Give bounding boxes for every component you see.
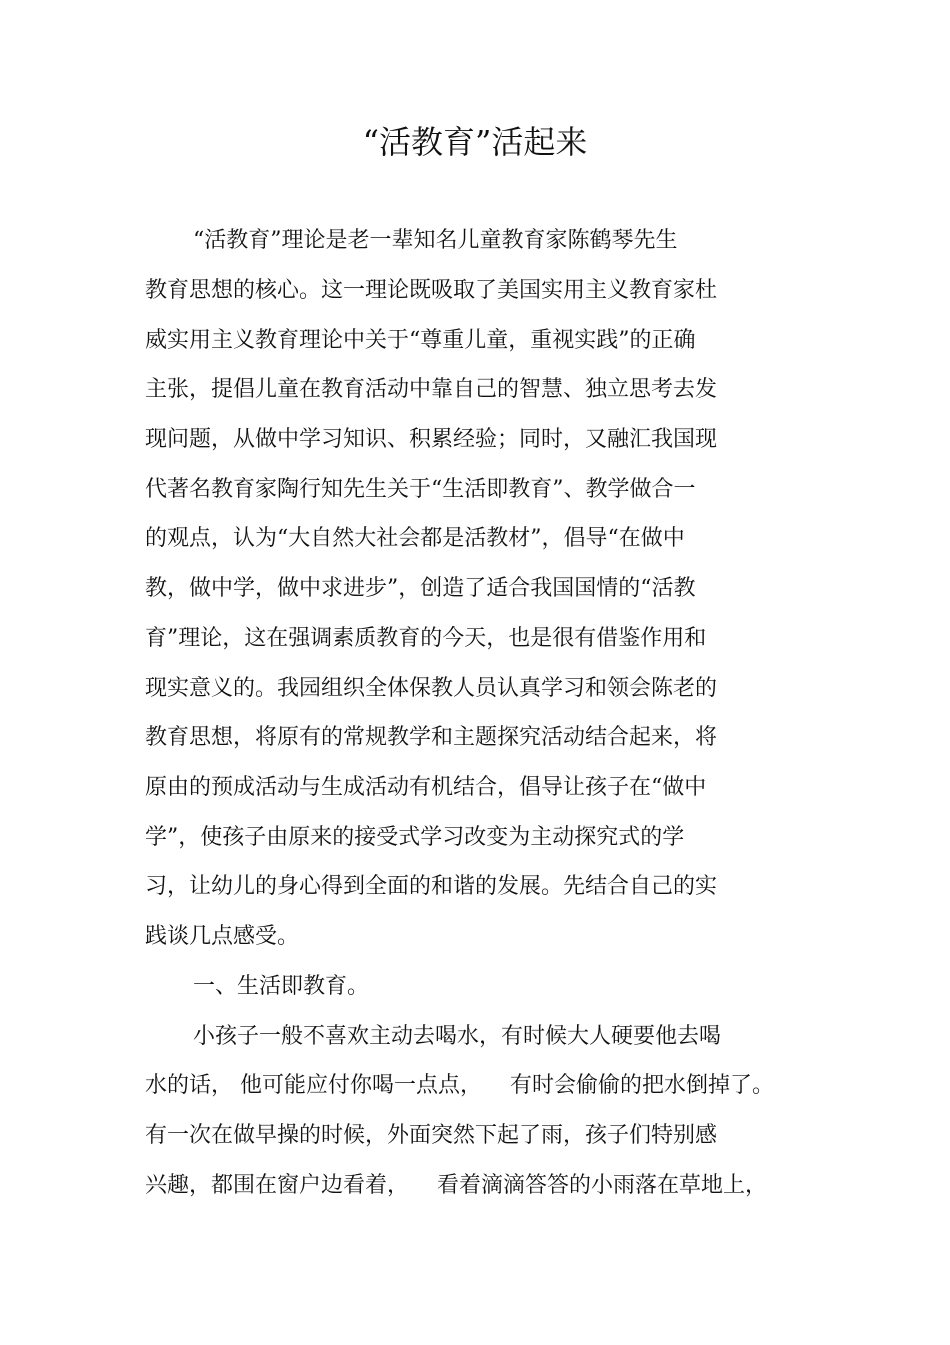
paragraph-line: 小孩子一般不喜欢主动去喝水，有时候大人硬要他去喝 bbox=[193, 1024, 722, 1049]
paragraph-line: 威实用主义教育理论中关于“尊重儿童，重视实践”的正确 bbox=[145, 328, 696, 353]
paragraph-line: 原由的预成活动与生成活动有机结合，倡导让孩子在“做中 bbox=[145, 775, 707, 800]
paragraph-line: 教育思想的核心。这一理论既吸取了美国实用主义教育家杜 bbox=[145, 278, 718, 303]
document-title: “活教育”活起来 bbox=[362, 123, 588, 161]
paragraph-line: “活教育”理论是老一辈知名儿童教育家陈鹤琴先生 bbox=[193, 228, 678, 253]
paragraph-line: 的观点，认为“大自然大社会都是活教材”，倡导“在做中 bbox=[145, 526, 685, 551]
paragraph-line: 有一次在做早操的时候，外面突然下起了雨，孩子们特别感 bbox=[145, 1123, 718, 1148]
paragraph-line: 教，做中学，做中求进步”，创造了适合我国国情的“活教 bbox=[145, 576, 696, 601]
paragraph-line: 主张，提倡儿童在教育活动中靠自己的智慧、独立思考去发 bbox=[145, 377, 718, 402]
paragraph-line: 代著名教育家陶行知先生关于“生活即教育”、教学做合一 bbox=[145, 477, 696, 502]
paragraph-line: 兴趣，都围在窗户边看着， 看着滴滴答答的小雨落在草地上， bbox=[145, 1173, 767, 1198]
paragraph-line: 水的话， 他可能应付你喝一点点， 有时会偷偷的把水倒掉了。 bbox=[145, 1073, 774, 1098]
paragraph-line: 教育思想，将原有的常规教学和主题探究活动结合起来，将 bbox=[145, 725, 718, 750]
paragraph-line: 学”，使孩子由原来的接受式学习改变为主动探究式的学 bbox=[145, 825, 685, 850]
paragraph-line: 习，让幼儿的身心得到全面的和谐的发展。先结合自己的实 bbox=[145, 874, 718, 899]
paragraph-line: 育”理论，这在强调素质教育的今天，也是很有借鉴作用和 bbox=[145, 626, 707, 651]
paragraph-line: 现实意义的。我园组织全体保教人员认真学习和领会陈老的 bbox=[145, 676, 718, 701]
paragraph-line: 现问题，从做中学习知识、积累经验；同时，又融汇我国现 bbox=[145, 427, 718, 452]
section-heading: 一、生活即教育。 bbox=[193, 974, 370, 999]
paragraph-line: 践谈几点感受。 bbox=[145, 924, 300, 949]
